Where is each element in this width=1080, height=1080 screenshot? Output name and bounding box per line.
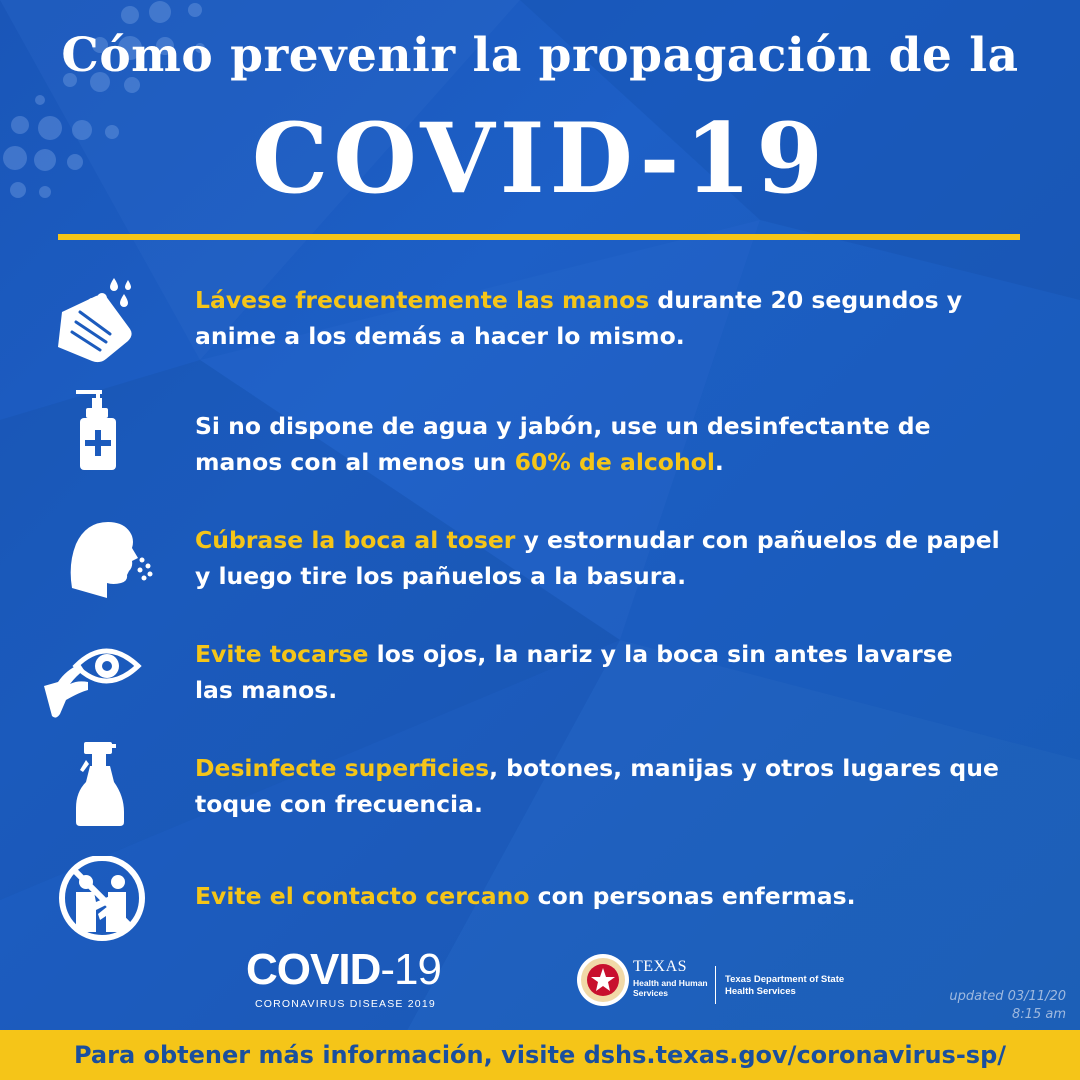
tip-touch-face-highlight: Evite tocarse bbox=[195, 640, 369, 668]
tip-touch-face-line1: los ojos, la nariz y la boca sin antes lavarse bbox=[368, 640, 953, 668]
no-close-contact-icon bbox=[40, 856, 160, 956]
tip-wash-hands bbox=[0, 272, 1080, 382]
covid19-logo-19: -19 bbox=[380, 945, 441, 994]
tip-wash-hands-text bbox=[195, 282, 1045, 354]
hand-sanitizer-icon bbox=[40, 388, 160, 488]
cough-icon bbox=[40, 508, 160, 608]
tip-avoid-contact-highlight: Evite el contacto cercano bbox=[195, 882, 530, 910]
tip-sanitizer-line1: Si no dispone de agua y jabón, use un desinfectante de bbox=[195, 412, 931, 440]
tip-cough-text bbox=[195, 522, 1045, 594]
tip-sanitizer bbox=[0, 388, 1080, 498]
tip-wash-hands-line1: durante 20 segundos y bbox=[649, 286, 963, 314]
tip-touch-face-line2: las manos. bbox=[195, 676, 338, 704]
tip-disinfect-text bbox=[195, 750, 1045, 822]
title-line-1: Cómo prevenir la propagación de la bbox=[61, 28, 1019, 83]
covid19-logo-wordmark bbox=[246, 945, 441, 994]
updated-stamp bbox=[949, 988, 1066, 1024]
tip-cough-highlight: Cúbrase la boca al toser bbox=[195, 526, 516, 554]
covid19-logo bbox=[246, 945, 456, 1012]
tip-disinfect-line1: , botones, manijas y otros lugares que bbox=[489, 754, 999, 782]
agency-hhs: Health and Human Services bbox=[633, 978, 708, 998]
tip-avoid-contact bbox=[0, 856, 1080, 966]
footer-text: Para obtener más información, visite dshs.texas.gov/coronavirus-sp/ bbox=[73, 1041, 1007, 1069]
eye-touch-icon bbox=[40, 628, 160, 728]
tip-sanitizer-period: . bbox=[714, 448, 724, 476]
yellow-divider bbox=[58, 234, 1020, 240]
agency-logos bbox=[575, 952, 865, 1008]
texas-seal-icon bbox=[575, 952, 631, 1008]
tip-wash-hands-line2: anime a los demás a hacer lo mismo. bbox=[195, 322, 685, 350]
tip-sanitizer-line2: manos con al menos un bbox=[195, 448, 515, 476]
agency-dshs: Texas Department of State Health Services bbox=[725, 974, 845, 997]
tip-wash-hands-highlight: Lávese frecuentemente las manos bbox=[195, 286, 650, 314]
tip-avoid-contact-line1: con personas enfermas. bbox=[529, 882, 856, 910]
tip-cough-line2: y luego tire los pañuelos a la basura. bbox=[195, 562, 687, 590]
covid19-logo-covid: COVID bbox=[246, 945, 381, 994]
tip-touch-face-text bbox=[195, 636, 1045, 708]
tip-touch-face bbox=[0, 628, 1080, 738]
covid19-logo-subtitle: CORONAVIRUS DISEASE 2019 bbox=[255, 998, 436, 1010]
tip-sanitizer-highlight: 60% de alcohol bbox=[514, 448, 715, 476]
tip-avoid-contact-text bbox=[195, 878, 1045, 914]
tip-disinfect bbox=[0, 740, 1080, 850]
footer-bar bbox=[0, 1030, 1080, 1080]
title-covid19: COVID-19 bbox=[251, 102, 829, 215]
tip-cough-line1: y estornudar con pañuelos de papel bbox=[515, 526, 1000, 554]
handwashing-icon bbox=[40, 272, 160, 372]
tip-cough bbox=[0, 508, 1080, 618]
spray-bottle-icon bbox=[40, 740, 160, 840]
tip-sanitizer-text bbox=[195, 408, 1045, 480]
tip-disinfect-highlight: Desinfecte superficies bbox=[195, 754, 490, 782]
updated-date: updated 03/11/20 bbox=[949, 989, 1066, 1004]
updated-time: 8:15 am bbox=[1012, 1007, 1066, 1022]
agency-separator bbox=[715, 966, 716, 1004]
tip-disinfect-line2: toque con frecuencia. bbox=[195, 790, 483, 818]
agency-texas: TEXAS bbox=[633, 958, 688, 975]
